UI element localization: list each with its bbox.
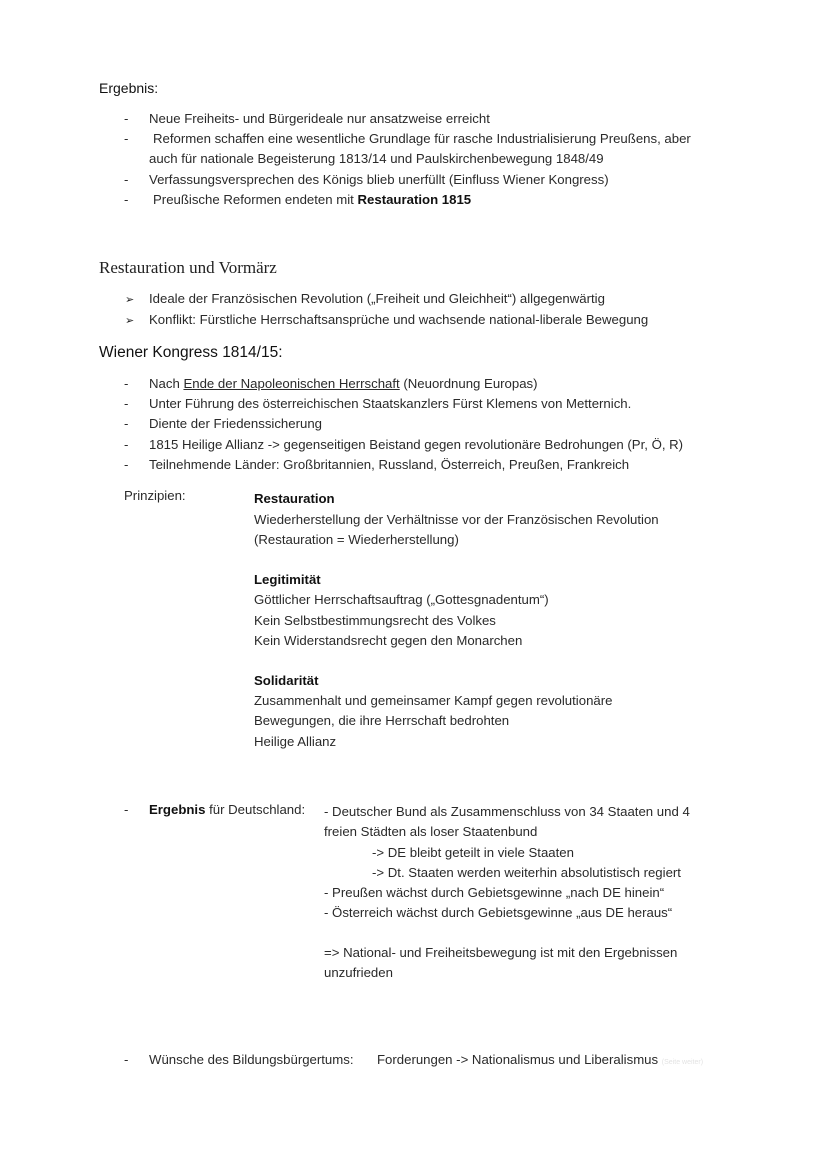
dash: -: [124, 172, 129, 187]
restauration-heading: Restauration und Vormärz: [99, 258, 277, 277]
ergebnis-de-label: [149, 802, 305, 817]
ergebnis-de-line-1: - Deutscher Bund als Zusammenschluss von 34 Staaten und 4: [324, 804, 690, 819]
ergebnis-item-4-text: Preußische Reformen endeten mit: [153, 192, 358, 207]
ergebnis-de-line-2: freien Städten als loser Staatenbund: [324, 824, 538, 839]
solidaritaet-title: Solidarität: [254, 673, 319, 688]
wuensche-value-text: Forderungen -> Nationalismus und Liberalismus: [377, 1052, 659, 1067]
dash: -: [124, 111, 129, 126]
ergebnis-de-line-4: -> Dt. Staaten werden weiterhin absolutistisch regiert: [372, 865, 681, 880]
legitimitaet-title: Legitimität: [254, 572, 321, 587]
ergebnis-de-line-3: -> DE bleibt geteilt in viele Staaten: [372, 845, 574, 860]
restauration-bullet-1: Ideale der Französischen Revolution („Freiheit und Gleichheit“) allgegenwärtig: [149, 291, 605, 306]
dash: -: [124, 396, 129, 411]
legitimitaet-line-2: Kein Selbstbestimmungsrecht des Volkes: [254, 613, 496, 628]
kongress-item-2: Unter Führung des österreichischen Staatskanzlers Fürst Klemens von Metternich.: [149, 396, 632, 411]
ergebnis-de-line-7: => National- und Freiheitsbewegung ist mit den Ergebnissen: [324, 945, 678, 960]
wuensche-value: [377, 1052, 703, 1067]
arrow-bullet-icon: ➢: [125, 294, 135, 306]
dash: -: [124, 131, 129, 146]
ergebnis-heading: Ergebnis:: [99, 80, 159, 96]
kongress-heading: Wiener Kongress 1814/15:: [99, 344, 283, 361]
kongress-item-1: [149, 376, 538, 391]
legitimitaet-line-3: Kein Widerstandsrecht gegen den Monarchen: [254, 633, 523, 648]
kongress-item-1-post: (Neuordnung Europas): [399, 376, 538, 391]
dash: -: [124, 457, 129, 472]
restauration-bullet-2: Konflikt: Fürstliche Herrschaftsansprüche und wachsende national-liberale Bewegung: [149, 312, 649, 327]
ergebnis-de-line-6: - Österreich wächst durch Gebietsgewinne „aus DE heraus“: [324, 905, 673, 920]
kongress-item-1-underlined: Ende der Napoleonischen Herrschaft: [183, 376, 400, 391]
dash: -: [124, 437, 129, 452]
ergebnis-item-2: Reformen schaffen eine wesentliche Grundlage für rasche Industrialisierung Preußens, aber: [153, 131, 691, 146]
restauration-title: Restauration: [254, 491, 335, 506]
ergebnis-item-1: Neue Freiheits- und Bürgerideale nur ansatzweise erreicht: [149, 111, 490, 126]
prinzipien-label: Prinzipien:: [124, 488, 186, 503]
ergebnis-item-3: Verfassungsversprechen des Königs blieb unerfüllt (Einfluss Wiener Kongress): [149, 172, 609, 187]
solidaritaet-line-1: Zusammenhalt und gemeinsamer Kampf gegen revolutionäre: [254, 693, 613, 708]
solidaritaet-line-2: Bewegungen, die ihre Herrschaft bedrohten: [254, 713, 510, 728]
legitimitaet-line-1: Göttlicher Herrschaftsauftrag („Gottesgnadentum“): [254, 592, 549, 607]
restauration-line-2: (Restauration = Wiederherstellung): [254, 532, 459, 547]
faint-note: (Seite weiter): [661, 1059, 704, 1066]
solidaritaet-line-3: Heilige Allianz: [254, 734, 337, 749]
ergebnis-de-label-rest: für Deutschland:: [205, 802, 306, 817]
kongress-item-5: Teilnehmende Länder: Großbritannien, Russland, Österreich, Preußen, Frankreich: [149, 457, 630, 472]
ergebnis-de-line-5: - Preußen wächst durch Gebietsgewinne „nach DE hinein“: [324, 885, 665, 900]
ergebnis-de-line-8: unzufrieden: [324, 965, 393, 980]
dash: -: [124, 192, 129, 207]
restauration-line-1: Wiederherstellung der Verhältnisse vor der Französischen Revolution: [254, 512, 659, 527]
wuensche-label: Wünsche des Bildungsbürgertums:: [149, 1052, 354, 1067]
dash: -: [124, 1052, 129, 1067]
kongress-item-3: Diente der Friedenssicherung: [149, 416, 322, 431]
ergebnis-de-label-bold: Ergebnis: [149, 802, 206, 817]
kongress-item-4: 1815 Heilige Allianz -> gegenseitigen Beistand gegen revolutionäre Bedrohungen (Pr, Ö, R): [149, 437, 684, 452]
ergebnis-item-2-cont: auch für nationale Begeisterung 1813/14 und Paulskirchenbewegung 1848/49: [149, 151, 604, 166]
ergebnis-item-4: [153, 192, 471, 207]
dash: -: [124, 416, 129, 431]
dash: -: [124, 376, 129, 391]
ergebnis-item-4-bold: Restauration 1815: [357, 192, 472, 207]
kongress-item-1-pre: Nach: [149, 376, 184, 391]
dash: -: [124, 802, 129, 817]
arrow-bullet-icon: ➢: [125, 315, 135, 327]
